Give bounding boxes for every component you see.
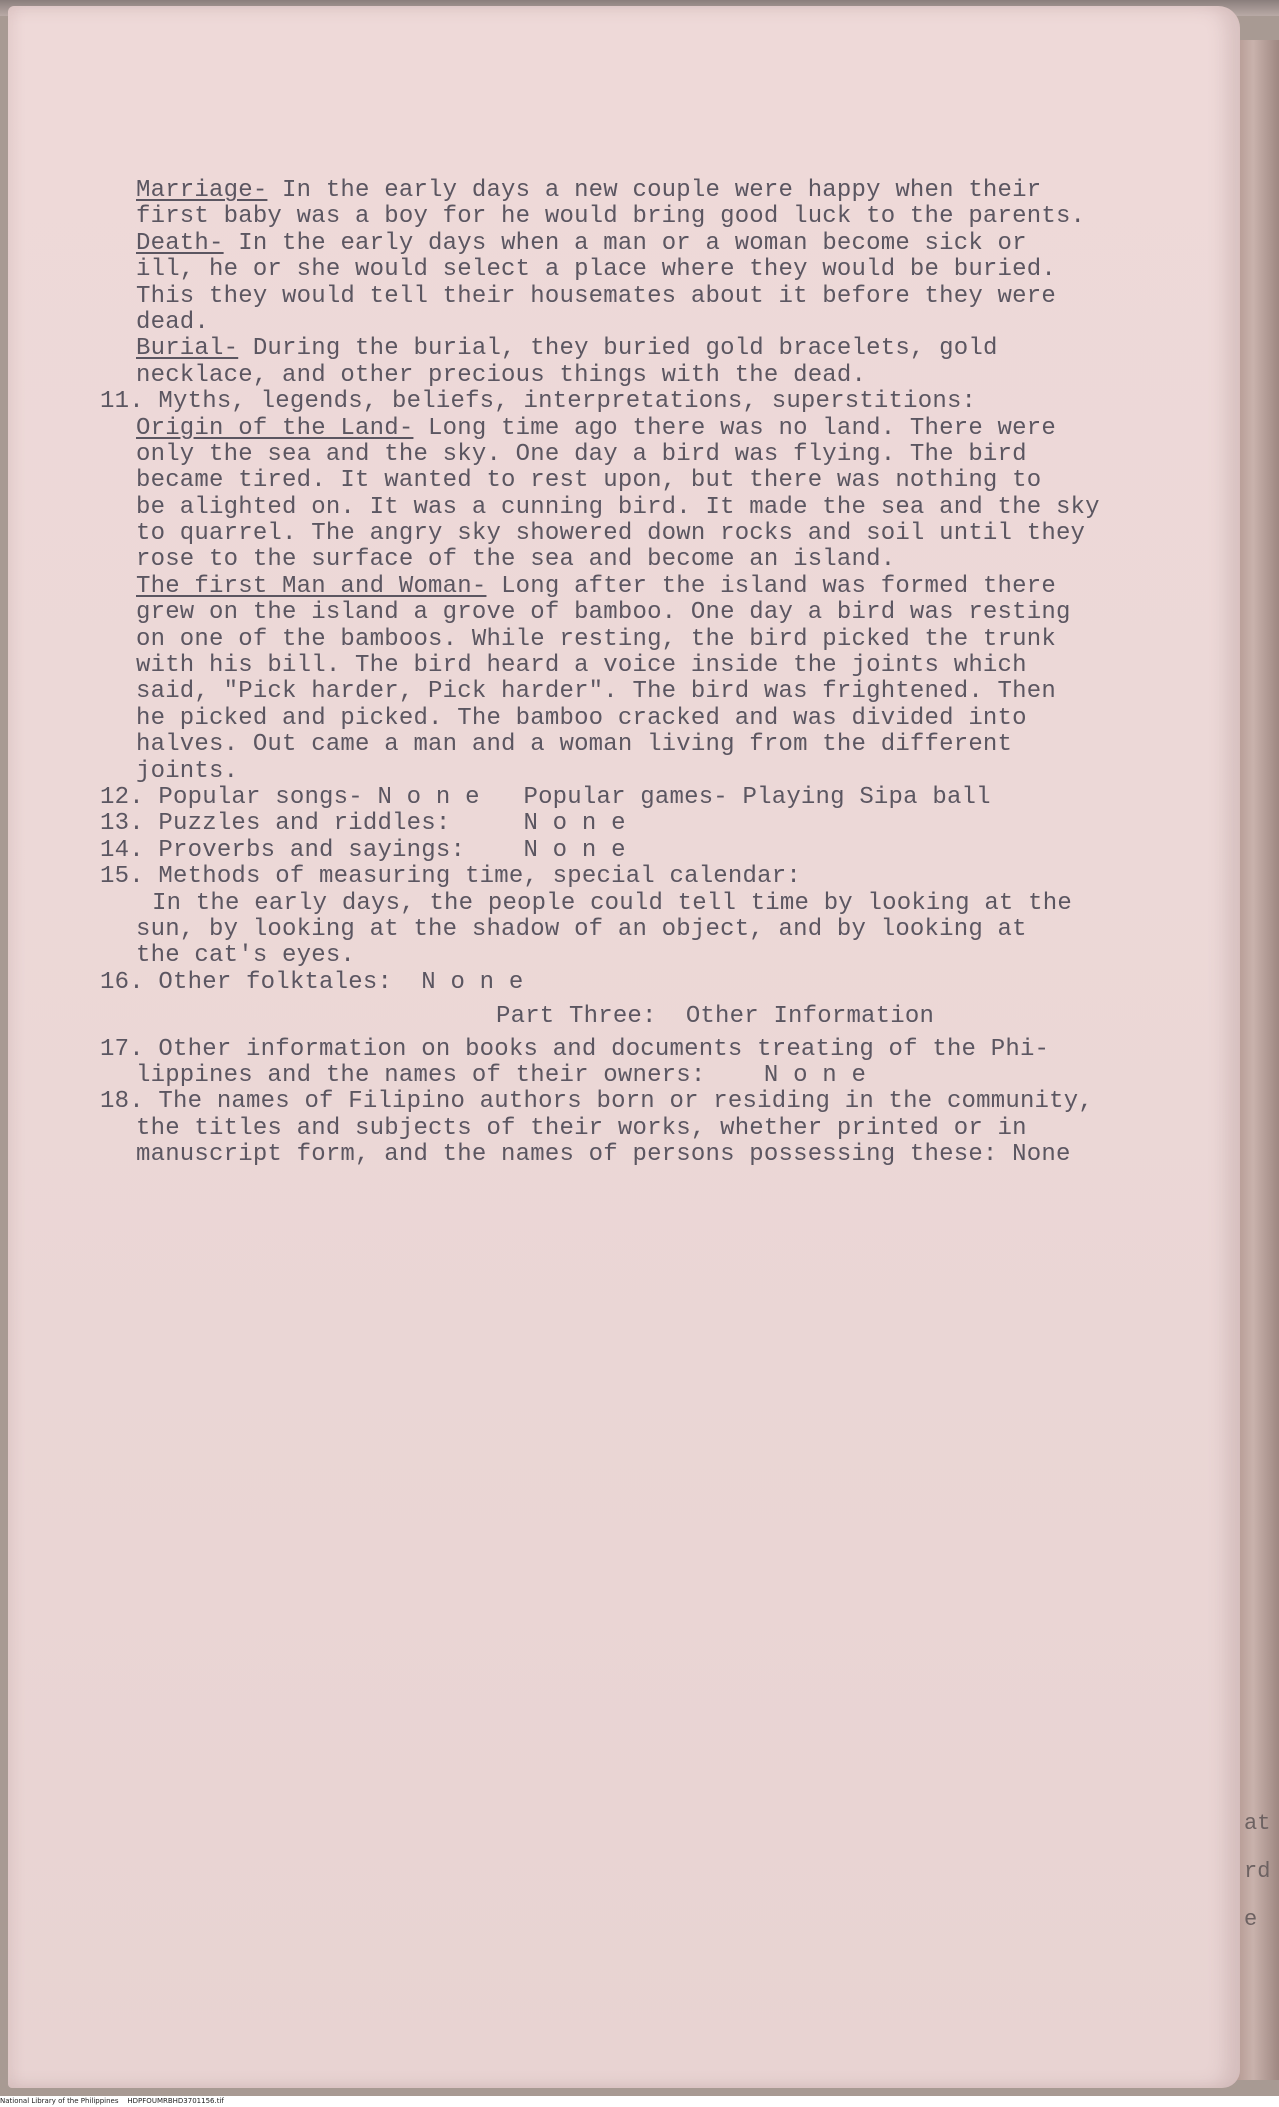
- text-line: [136, 679, 1236, 705]
- line-text: Myths, legends, beliefs, interpretations, superstitions:: [158, 388, 977, 416]
- line-text: became tired. It wanted to rest upon, but there was nothing to: [136, 467, 1042, 495]
- text-line: [100, 785, 1236, 811]
- footer-filename: HDPFOUMRBHD3701156.tif: [127, 2097, 224, 2105]
- item-number: 18.: [100, 1088, 159, 1116]
- text-line: [136, 574, 1236, 600]
- text-line: [136, 891, 1236, 917]
- text-line: [136, 468, 1236, 494]
- line-text: said, "Pick harder, Pick harder". The bird was frightened. Then: [136, 678, 1056, 706]
- text-line: [100, 1037, 1236, 1063]
- section-heading: Part Three: Other Information: [496, 1003, 935, 1031]
- subheading: The first Man and Woman-: [136, 572, 487, 600]
- text-line: [100, 970, 1236, 996]
- line-text: Other information on books and documents treating of the Phi-: [158, 1035, 1050, 1063]
- scan-footer: [0, 2096, 1279, 2107]
- text-line: [136, 943, 1236, 969]
- text-line: [136, 521, 1236, 547]
- adjacent-page-edge: [1236, 40, 1279, 2080]
- text-line: [100, 389, 1236, 415]
- text-line: [136, 284, 1236, 310]
- line-text: Long after the island was formed there: [486, 572, 1056, 600]
- footer-source: National Library of the Philippines: [0, 2097, 119, 2105]
- text-line: [136, 1063, 1236, 1089]
- text-line: [100, 811, 1236, 837]
- line-text: on one of the bamboos. While resting, the bird picked the trunk: [136, 625, 1056, 653]
- line-text: Methods of measuring time, special calendar:: [158, 863, 801, 891]
- item-number: 15.: [100, 863, 159, 891]
- subheading: Marriage-: [136, 177, 268, 204]
- subheading: Death-: [136, 229, 224, 257]
- page-body: [100, 177, 1236, 1169]
- text-line: [136, 1116, 1236, 1142]
- line-text: manuscript form, and the names of persons possessing these: None: [136, 1141, 1071, 1169]
- text-line: [136, 310, 1236, 336]
- text-line: [136, 363, 1236, 389]
- item-number: 17.: [100, 1035, 159, 1063]
- item-number: 16.: [100, 968, 159, 996]
- line-text: the cat's eyes.: [136, 942, 356, 970]
- line-text: During the burial, they buried gold bracelets, gold: [238, 335, 998, 363]
- item-number: 12.: [100, 783, 159, 811]
- text-line: [136, 653, 1236, 679]
- line-text: This they would tell their housemates about it before they were: [136, 282, 1056, 310]
- text-line: [136, 204, 1236, 230]
- line-text: The names of Filipino authors born or residing in the community,: [158, 1088, 1093, 1116]
- line-text: Other folktales: N o n e: [158, 968, 524, 996]
- line-text: Popular songs- N o n e Popular games- Playing Sipa ball: [158, 783, 991, 811]
- adjacent-page-fragments: [1244, 1800, 1278, 1944]
- subheading: Burial-: [136, 335, 239, 363]
- line-text: be alighted on. It was a cunning bird. It made the sea and the sky: [136, 493, 1100, 521]
- subheading: Origin of the Land-: [136, 414, 414, 442]
- text-line: [136, 600, 1236, 626]
- line-text: dead.: [136, 308, 210, 336]
- line-text: grew on the island a grove of bamboo. One day a bird was resting: [136, 599, 1071, 627]
- edge-fragment: e: [1244, 1907, 1258, 1932]
- line-text: Puzzles and riddles: N o n e: [158, 810, 626, 838]
- line-text: In the early days, the people could tell time by looking at the: [152, 889, 1072, 917]
- text-line: [100, 1089, 1236, 1115]
- line-text: In the early days a new couple were happy when their: [267, 177, 1042, 204]
- text-line: [136, 178, 1236, 204]
- line-text: the titles and subjects of their works, whether printed or in: [136, 1114, 1027, 1142]
- main-lines: [100, 177, 1236, 996]
- line-text: lippines and the names of their owners: N o n e: [136, 1061, 867, 1089]
- part-three-lines: [100, 1035, 1236, 1169]
- line-text: Proverbs and sayings: N o n e: [158, 836, 626, 864]
- text-line: [136, 917, 1236, 943]
- text-line: [136, 231, 1236, 257]
- text-line: [136, 1142, 1236, 1168]
- line-text: halves. Out came a man and a woman living from the different: [136, 731, 1013, 759]
- line-text: Long time ago there was no land. There were: [413, 414, 1056, 442]
- line-text: necklace, and other precious things with the dead.: [136, 361, 867, 389]
- text-line: [136, 547, 1236, 573]
- text-line: [136, 732, 1236, 758]
- line-text: only the sea and the sky. One day a bird was flying. The bird: [136, 440, 1027, 468]
- text-line: [136, 495, 1236, 521]
- item-number: 11.: [100, 388, 159, 416]
- line-text: In the early days when a man or a woman become sick or: [223, 229, 1027, 257]
- line-text: with his bill. The bird heard a voice inside the joints which: [136, 652, 1027, 680]
- text-line: [136, 627, 1236, 653]
- line-text: first baby was a boy for he would bring good luck to the parents.: [136, 203, 1086, 231]
- text-line: [136, 759, 1236, 785]
- line-text: joints.: [136, 757, 239, 785]
- line-text: he picked and picked. The bamboo cracked and was divided into: [136, 704, 1027, 732]
- edge-fragment: at: [1244, 1811, 1271, 1836]
- typewritten-page: [8, 6, 1240, 2088]
- text-line: [136, 706, 1236, 732]
- item-number: 13.: [100, 810, 159, 838]
- text-line: [136, 416, 1236, 442]
- text-line: [136, 257, 1236, 283]
- text-line: [136, 336, 1236, 362]
- text-line: [100, 838, 1236, 864]
- line-text: to quarrel. The angry sky showered down rocks and soil until they: [136, 520, 1086, 548]
- text-line: [136, 442, 1236, 468]
- line-text: ill, he or she would select a place where they would be buried.: [136, 256, 1056, 284]
- line-text: rose to the surface of the sea and become an island.: [136, 546, 896, 574]
- edge-fragment: rd: [1244, 1859, 1271, 1884]
- text-line: [100, 864, 1236, 890]
- line-text: sun, by looking at the shadow of an object, and by looking at: [136, 915, 1027, 943]
- item-number: 14.: [100, 836, 159, 864]
